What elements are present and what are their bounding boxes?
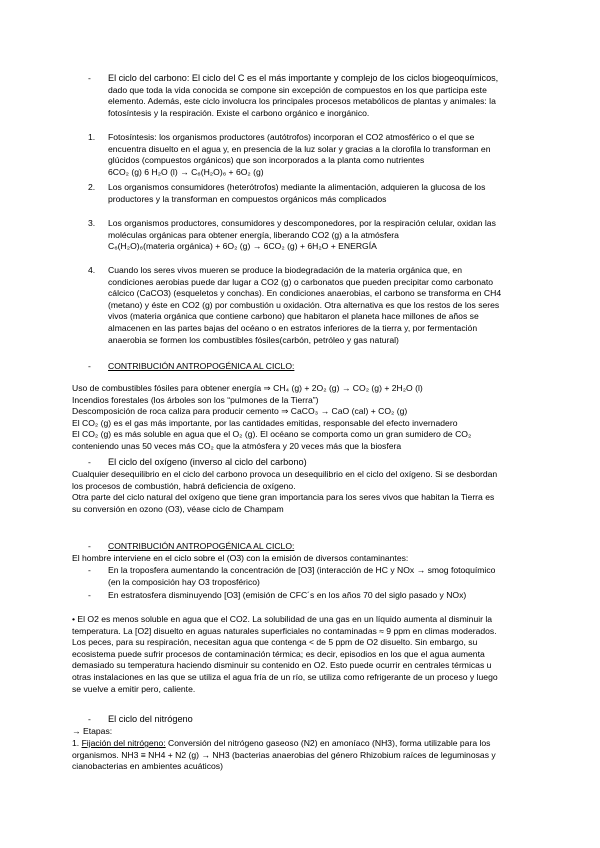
nitrogen-fixation: [72, 738, 528, 773]
contrib-1-line-6: conteniendo unas 50 veces más CO₂ que la atmósfera y 20 veces más que la biosfera: [72, 440, 402, 451]
step-1-line-3: glúcidos (compuestos orgánicos) que son incorporados a la planta como nutrientes: [108, 155, 425, 166]
o2-line-5: demasiado su temperatura haciendo disminuir su contenido en O2. Esto puede ocurrir en centrales térmicas u: [72, 660, 492, 671]
step-1-line-1: Fotosíntesis: los organismos productores (autótrofos) incorporan el CO2 atmosférico o el que se: [108, 132, 475, 142]
contrib-1-line-5: El CO₂ (g) es más soluble en agua que el O₂ (g). El océano se comporta como un gran sumidero de CO₂: [72, 429, 472, 440]
carbon-line-4: fotosíntesis y la respiración. Existe el carbono orgánico e inorgánico.: [108, 107, 370, 118]
step-2-line-1: Los organismos consumidores (heterótrofos) mediante la alimentación, adquieren la glucosa de los: [108, 182, 486, 192]
contrib-1-body: [72, 383, 528, 453]
step-2-line-2: productores y la transforman en compuestos orgánicos más complicados: [108, 193, 387, 204]
step-3-paragraph: [108, 218, 526, 253]
oxygen-line-1: Cualquier desequilibrio en el ciclo del carbono provoca un desequilibrio en el ciclo del oxígeno. Si se desbordan: [72, 469, 498, 479]
fixation-number: 1.: [72, 738, 80, 748]
oxygen-line-4: su conversión en ozono (O3), véase ciclo de Champam: [72, 503, 284, 514]
contrib-1-line-4: El CO₂ (g) es el gas más importante, por las cantidades emitidas, responsable del efecto invernadero: [72, 417, 458, 428]
nitrogen-fixation-line-3: cianobacterias en ambientes acuáticos): [72, 761, 223, 772]
step-3-line-1: Los organismos productores, consumidores y descomponedores, por la respiración celular, oxidan las: [108, 218, 496, 228]
o2-solubility-paragraph: [72, 614, 528, 695]
step-1-line-2: encuentra disuelto en el agua y, en presencia de la luz solar y gracias a la clorofila lo transforman en: [108, 143, 491, 154]
step-4-line-1: Cuando los seres vivos mueren se produce la biodegradación de la materia orgánica que, en: [108, 265, 462, 275]
nitrogen-heading: El ciclo del nitrógeno: [108, 714, 193, 724]
bullet-troposphere: -: [88, 565, 91, 575]
bullet-contrib-2: -: [88, 541, 91, 551]
step-4-line-5: vivos (materia orgánica que contiene carbono) que habitaron el planeta hace millones de años se: [108, 311, 479, 322]
troposphere-line-1: En la troposfera aumentando la concentración de [O3] (interacción de HC y NOx → smog fotoquímico: [108, 565, 496, 575]
o2-line-7: se vuelve a emitir pero, caliente.: [72, 683, 196, 694]
step-3-line-2: moléculas orgánicas para obtener energía, liberando CO2 (g) a la atmósfera: [108, 229, 399, 240]
nitrogen-fixation-line-2: organismos. NH3 ≡ NH4 + N2 (g) → NH3 (bacterias anaerobias del género Rhizobium raíces de leguminosas y: [72, 749, 496, 760]
step-2-number: 2.: [88, 182, 96, 192]
oxygen-body: [72, 469, 528, 515]
bullet-oxygen: -: [88, 457, 91, 467]
step-3-equation: C₆(H₂O)₆(materia orgánica) + 6O₂ (g) → 6CO₂ (g) + 6H₂O + ENERGÍA: [108, 241, 377, 252]
carbon-line-1: El ciclo del carbono: El ciclo del C es el más importante y complejo de los ciclos biogeoquímicos,: [108, 73, 499, 83]
contrib-1-line-2: Incendios forestales (los árboles son los “pulmones de la Tierra”): [72, 394, 319, 405]
nitrogen-stages: → Etapas:: [72, 726, 113, 736]
carbon-cycle-paragraph: [108, 73, 526, 119]
carbon-line-3: elemento. Además, este ciclo involucra los principales procesos metabólicos de plantas y animales: la: [108, 96, 496, 107]
o2-line-2: temperatura. La [O2] disuelto en aguas naturales superficiales no contaminadas ≈ 9 ppm en climas moderados.: [72, 625, 497, 636]
contrib-2-intro: El hombre interviene en el ciclo sobre el (O3) con la emisión de diversos contaminantes:: [72, 553, 409, 563]
step-4-paragraph: [108, 265, 526, 346]
step-3-number: 3.: [88, 218, 96, 228]
stratosphere-item: [108, 590, 528, 602]
bullet-nitrogen: -: [88, 714, 91, 724]
step-4-line-2: condiciones aerobias puede dar lugar a CO2 (g) o carbonatos que pueden precipitar como carbonato: [108, 276, 494, 287]
step-4-line-7: anaerobia se formen los combustibles fósiles(carbón, petróleo y gas natural): [108, 334, 399, 345]
carbon-line-2: dado que toda la vida conocida se compone sin excepción de compuestos en los que participa este: [108, 84, 487, 95]
contrib-1-line-1: Uso de combustibles fósiles para obtener energía ⇒ CH₄ (g) + 2O₂ (g) → CO₂ (g) + 2H₂O (l): [72, 383, 423, 393]
contrib-1-heading: CONTRIBUCIÓN ANTROPOGÉNICA AL CICLO:: [108, 361, 295, 371]
bullet-contrib-1: -: [88, 361, 91, 371]
step-1-equation: 6CO₂ (g) 6 H₂O (l) → C₆(H₂O)₆ + 6O₂ (g): [108, 166, 264, 177]
contrib-1-line-3: Descomposición de roca caliza para producir cemento ⇒ CaCO₃ → CaO (cal) + CO₂ (g): [72, 406, 408, 417]
o2-line-1: • El O2 es menos soluble en agua que el CO2. La solubilidad de una gas en un líquido aumenta al disminuir la: [72, 614, 493, 624]
step-4-line-6: almacenen en las partes bajas del océano o en estratos inferiores de la tierra y, por fermentación: [108, 322, 478, 333]
step-4-line-4: (metano) y éste en CO2 (g) por combustión u oxidación. Otra alternativa es que los restos de los seres: [108, 299, 500, 310]
oxygen-line-3: Otra parte del ciclo natural del oxígeno que tiene gran importancia para los seres vivos que habitan la Tierra es: [72, 492, 495, 503]
o2-line-6: otras instalaciones en las que se utiliza el agua fría de un río, se utiliza como refrigerante de un proceso y luego: [72, 671, 498, 682]
step-4-number: 4.: [88, 265, 96, 275]
nitrogen-fixation-line-1: [72, 738, 528, 750]
oxygen-line-2: los procesos de combustión, habrá deficiencia de oxígeno.: [72, 480, 296, 491]
oxygen-heading: El ciclo del oxígeno (inverso al ciclo del carbono): [108, 457, 307, 467]
stratosphere-line-1: En estratosfera disminuyendo [O3] (emisión de CFC´s en los años 70 del siglo pasado y NOx): [108, 590, 467, 600]
step-4-line-3: cálcico (CaCO3) (esqueletos y conchas). En condiciones anaerobias, el carbono se transforma en CH4: [108, 288, 502, 299]
bullet-carbon: -: [88, 73, 91, 83]
fixation-label: Fijación del nitrógeno:: [81, 738, 166, 748]
fixation-line-1-text: Conversión del nitrógeno gaseoso (N2) en amoníaco (NH3), forma utilizable para los: [165, 738, 491, 748]
troposphere-item: [108, 565, 528, 588]
o2-line-3: Los peces, para su respiración, necesitan agua que contenga < de 5 ppm de O2 disuelto. Sin embargo, su: [72, 637, 478, 648]
o2-line-4: ecosistema puede sufrir procesos de contaminación térmica; es decir, episodios en los que el agua aumenta: [72, 648, 485, 659]
contrib-2-heading: CONTRIBUCIÓN ANTROPOGÉNICA AL CICLO:: [108, 541, 295, 551]
troposphere-line-2: (en la composición hay O3 troposférico): [108, 576, 260, 587]
bullet-stratosphere: -: [88, 590, 91, 600]
step-2-paragraph: [108, 182, 526, 205]
step-1-paragraph: [108, 132, 526, 178]
step-1-number: 1.: [88, 132, 96, 142]
